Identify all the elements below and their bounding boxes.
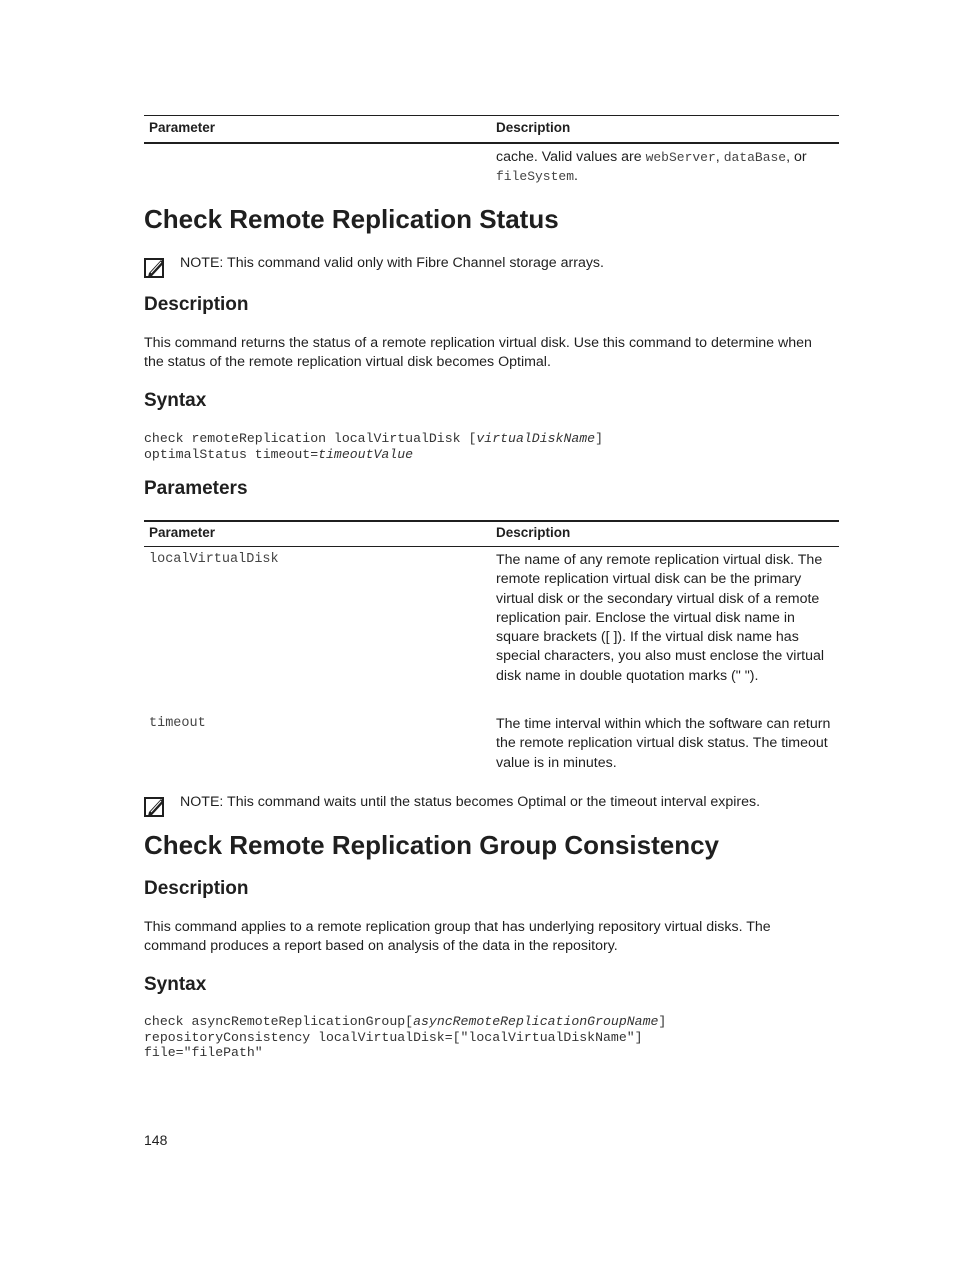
param-name: localVirtualDisk: [149, 552, 279, 567]
code-text: check remoteReplication localVirtualDisk [: [144, 431, 477, 446]
code-text: file="filePath": [144, 1045, 263, 1060]
header-parameter: Parameter: [149, 120, 216, 135]
desc-sep: ,: [715, 149, 724, 165]
desc-sep: , or: [786, 149, 807, 165]
table-row: [144, 711, 839, 781]
desc-text: cache. Valid values are: [496, 149, 646, 165]
value-webserver: webServer: [645, 150, 716, 165]
syntax-heading: Syntax: [144, 390, 207, 411]
note-label: NOTE:: [180, 794, 224, 810]
param-name: timeout: [149, 716, 206, 731]
top-parameter-table: [144, 115, 839, 192]
note-label: NOTE:: [180, 255, 224, 271]
description-heading: Description: [144, 294, 249, 315]
description-text: This command returns the status of a remote replication virtual disk. Use this command to determine when the status of the remote replication virtual disk becomes Optimal.: [144, 335, 812, 371]
section-title: Check Remote Replication Group Consistency: [144, 830, 720, 860]
pencil-note-icon: [144, 795, 166, 817]
note-text: [180, 255, 604, 271]
note-body: This command waits until the status becomes Optimal or the timeout interval expires.: [223, 794, 761, 810]
value-database: dataBase: [723, 150, 787, 165]
code-text: check asyncRemoteReplicationGroup[: [144, 1014, 414, 1029]
note: [144, 795, 844, 819]
table-row: [144, 547, 839, 711]
description-heading: Description: [144, 878, 249, 899]
table-header: [144, 520, 839, 547]
page-number: 148: [144, 1132, 168, 1148]
table-header: [144, 115, 839, 144]
pencil-note-icon: [144, 256, 166, 278]
note: [144, 256, 844, 280]
header-description: Description: [496, 525, 571, 540]
code-variable: timeoutValue: [318, 446, 414, 462]
section-title: Check Remote Replication Status: [144, 204, 559, 234]
syntax-code: [144, 431, 603, 462]
header-description: Description: [496, 120, 571, 135]
note-body: This command valid only with Fibre Channel storage arrays.: [223, 255, 604, 271]
syntax-code: [144, 1014, 666, 1061]
code-variable: virtualDiskName: [476, 431, 596, 446]
value-filesystem: fileSystem: [496, 169, 575, 185]
code-variable: asyncRemoteReplicationGroupName: [413, 1014, 659, 1029]
parameters-table: [144, 520, 839, 781]
code-text: optimalStatus timeout=: [144, 446, 319, 462]
code-text: ]: [595, 431, 604, 446]
table-row: [144, 144, 839, 192]
param-description: The time interval within which the software can return the remote replication virtual disk status. The timeout value is in minutes.: [496, 716, 831, 771]
note-text: [180, 794, 760, 810]
param-description: The name of any remote replication virtual disk. The remote replication virtual disk can be the primary virtual disk or the secondary virtual disk of a remote replication pair. Enclose the virtual disk name in square brackets ([ ]). If the virtual disk name has special characters, you also must enclose the virtual disk name in double quotation marks (" ").: [496, 552, 825, 684]
code-text: repositoryConsistency localVirtualDisk=["localVirtualDiskName"]: [144, 1029, 643, 1045]
desc-end: .: [574, 168, 578, 185]
syntax-heading: Syntax: [144, 974, 207, 995]
parameters-heading: Parameters: [144, 478, 248, 499]
row-description: [496, 148, 832, 187]
code-text: ]: [658, 1014, 667, 1029]
header-parameter: Parameter: [149, 525, 216, 540]
description-text: This command applies to a remote replication group that has underlying repository virtual disks. The command produces a report based on analysis of the data in the repository.: [144, 919, 771, 955]
